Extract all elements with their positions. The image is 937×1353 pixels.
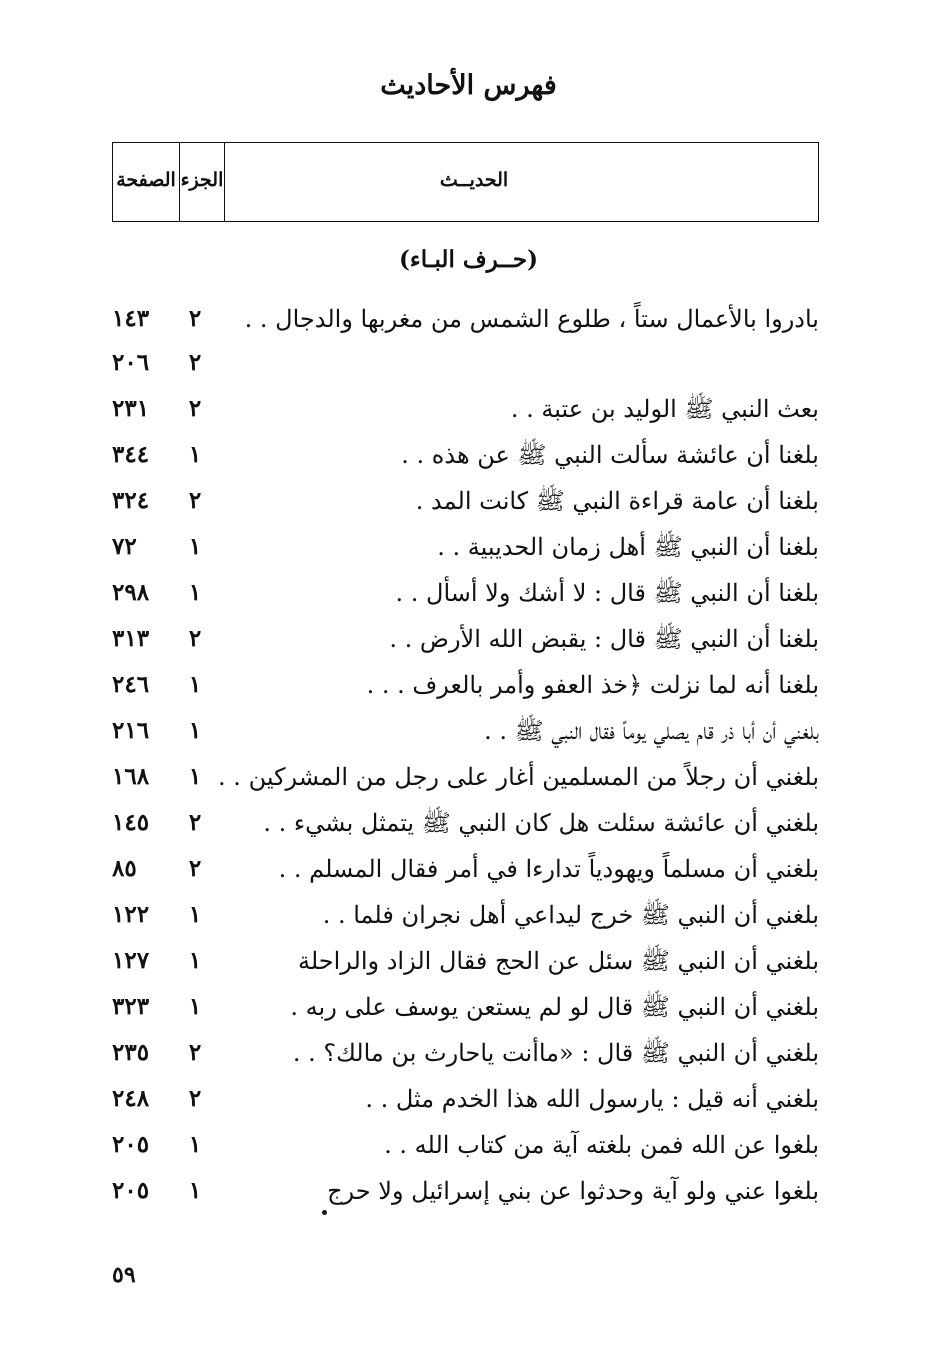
index-row [0, 346, 937, 392]
volume-number: ١ [188, 579, 202, 606]
index-row [0, 484, 937, 530]
index-row [0, 760, 937, 806]
page-reference: ٢٤٨ [112, 1085, 150, 1112]
index-row [0, 668, 937, 714]
volume-number: ١ [188, 763, 202, 790]
index-table-header [112, 142, 819, 222]
page-column-header: الصفحة [113, 143, 180, 221]
volume-number: ٢ [188, 625, 202, 652]
page-reference: ١٤٣ [112, 305, 150, 332]
volume-number: ٢ [188, 855, 202, 882]
page-reference: ٨٥ [112, 855, 137, 882]
hadith-text: بلغنا أن عائشة سألت النبي ﷺ عن هذه . . [401, 441, 819, 469]
hadith-text: بلغني أن النبي ﷺ قال : «ماأنت ياحارث بن مالك؟ . . [292, 1039, 819, 1067]
index-row [0, 1128, 937, 1174]
index-row [0, 1036, 937, 1082]
volume-number: ١ [188, 533, 202, 560]
hadith-text: بادروا بالأعمال ستاً ، طلوع الشمس من مغربها والدجال . . [244, 305, 819, 333]
volume-number: ١ [188, 717, 202, 744]
page-reference: ٢٠٥ [112, 1177, 150, 1204]
index-row [0, 576, 937, 622]
page-reference: ٣٢٣ [112, 993, 150, 1020]
index-row [0, 898, 937, 944]
volume-number: ٢ [188, 395, 202, 422]
volume-number: ٢ [188, 1085, 202, 1112]
index-row [0, 714, 937, 760]
volume-column-header: الجزء [180, 143, 225, 221]
page-reference: ١٦٨ [112, 763, 150, 790]
page-reference: ١٢٢ [112, 901, 150, 928]
hadith-text: بلغوا عني ولو آية وحدثوا عن بني إسرائيل ولا حرج [327, 1177, 819, 1205]
volume-number: ٢ [188, 349, 202, 376]
hadith-text: بلغوا عن الله فمن بلغته آية من كتاب الله . . [384, 1131, 819, 1159]
page-reference: ٢٩٨ [112, 579, 150, 606]
index-row [0, 990, 937, 1036]
hadith-text: بلغني أن مسلماً ويهودياً تدارءا في أمر فقال المسلم . . [278, 855, 819, 883]
hadith-text: بلغني أن النبي ﷺ قال لو لم يستعن يوسف على ربه . [290, 993, 819, 1021]
page-reference: ٣٢٤ [112, 487, 150, 514]
page-number: ٥٩ [112, 1262, 136, 1288]
section-heading: (حــرف البـاء) [399, 246, 538, 273]
ink-dot [322, 1210, 327, 1215]
volume-number: ١ [188, 441, 202, 468]
hadith-text: بلغني أن النبي ﷺ خرج ليداعي أهل نجران فلما . . [322, 901, 819, 929]
index-row [0, 1174, 937, 1220]
hadith-text: بلغني أنه قيل : يارسول الله هذا الخدم مثل . . [365, 1085, 819, 1113]
volume-number: ٢ [188, 305, 202, 332]
page-reference: ٧٢ [112, 533, 137, 560]
hadith-text: بلغني أن عائشة سئلت هل كان النبي ﷺ يتمثل بشيء . . [263, 809, 819, 837]
hadith-text: بلغنا أن النبي ﷺ قال : لا أشك ولا أسأل . . [395, 579, 819, 607]
volume-number: ١ [188, 901, 202, 928]
page-reference: ٣٤٤ [112, 441, 150, 468]
index-row [0, 530, 937, 576]
volume-number: ١ [188, 1177, 202, 1204]
index-row [0, 944, 937, 990]
page-reference: ٢٤٦ [112, 671, 150, 698]
hadith-text: بلغنا أن النبي ﷺ أهل زمان الحديبية . . [437, 533, 819, 561]
index-row [0, 852, 937, 898]
page-reference: ٣١٣ [112, 625, 150, 652]
volume-number: ٢ [188, 487, 202, 514]
index-row [0, 806, 937, 852]
hadith-text: بلغني أن رجلاً من المسلمين أغار على رجل من المشركين . . [218, 763, 819, 791]
index-row [0, 622, 937, 668]
page-reference: ٢٣١ [112, 395, 150, 422]
page-title: فهرس الأحاديث [380, 70, 557, 101]
hadith-text: بلغني أن النبي ﷺ سئل عن الحج فقال الزاد والراحلة [297, 947, 819, 975]
hadith-text: بلغني أن أبا ذر قام يصلي يوماً فقال النبي ﷺ . . [484, 717, 819, 745]
volume-number: ٢ [188, 1039, 202, 1066]
hadith-column-header: الحديــث [439, 169, 509, 191]
page-reference: ٢٣٥ [112, 1039, 150, 1066]
volume-number: ٢ [188, 809, 202, 836]
index-row [0, 1082, 937, 1128]
page-reference: ٢٠٦ [112, 349, 150, 376]
hadith-text: بلغنا أن النبي ﷺ قال : يقبض الله الأرض . . [389, 625, 819, 653]
hadith-text: بعث النبي ﷺ الوليد بن عتبة . . [510, 395, 819, 423]
index-row [0, 392, 937, 438]
volume-number: ١ [188, 1131, 202, 1158]
index-row [0, 302, 937, 348]
hadith-text: بلغنا أنه لما نزلت ﴿خذ العفو وأمر بالعرف . . . [366, 671, 819, 699]
volume-number: ١ [188, 993, 202, 1020]
index-row [0, 438, 937, 484]
page-reference: ١٢٧ [112, 947, 150, 974]
page-reference: ٢١٦ [112, 717, 150, 744]
volume-number: ١ [188, 671, 202, 698]
hadith-text: بلغنا أن عامة قراءة النبي ﷺ كانت المد . [415, 487, 819, 515]
page-reference: ١٤٥ [112, 809, 150, 836]
volume-number: ١ [188, 947, 202, 974]
page-reference: ٢٠٥ [112, 1131, 150, 1158]
